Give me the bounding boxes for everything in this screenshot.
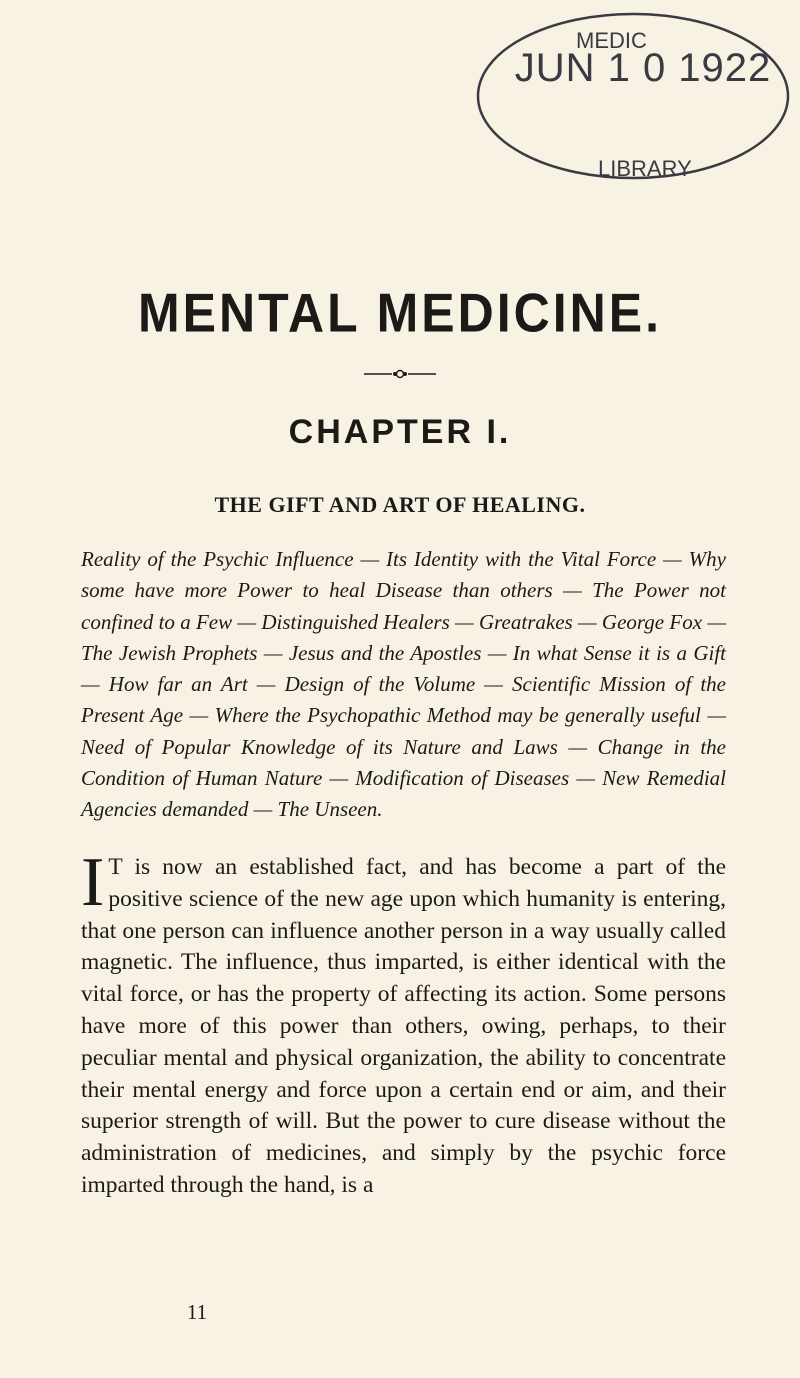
stamp-oval — [468, 6, 798, 196]
chapter-heading: CHAPTER I. — [288, 413, 512, 451]
page-title: MENTAL MEDICINE. — [138, 282, 662, 344]
library-stamp — [468, 6, 798, 196]
body-paragraph — [81, 844, 726, 1202]
chapter-synopsis: Reality of the Psychic Influence — Its Identity with the Vital Force — Why some have more Power to heal Disease than others — The Power not confined to a Few — Distinguished Healers — Greatrakes — George Fox — The Jewish Prophets — Jesus and the Apostles — In what Sense it is a Gift — How far an Art — Design of the Volume — Scientific Mission of the Present Age — Where the Psychopathic Method may be generally useful — Need of Popular Knowledge of its Nature and Laws — Change in the Condition of Human Nature — Modification of Diseases — New Remedial Agencies demanded — The Unseen. — [81, 547, 726, 822]
svg-text:MEDIC: MEDIC — [576, 28, 647, 53]
chapter-subtitle: THE GIFT AND ART OF HEALING. — [214, 492, 586, 517]
drop-cap: I — [81, 844, 105, 921]
svg-text:LIBRARY: LIBRARY — [598, 156, 692, 181]
body-text: T is now an established fact, and has become a part of the positive science of the new age upon which humanity is entering, that one person can influence another person in a way usually called magnetic. The influence, thus imparted, is either identical with the vital force, or has the property of affecting its action. Some persons have more of this power than others, owing, perhaps, to their peculiar mental and physical organization, the ability to concentrate their mental energy and force upon a certain end or aim, and their superior strength of will. But the power to cure disease without the administration of medicines, and simply by the psychic force imparted through the hand, is a — [81, 854, 726, 1198]
page-number: 11 — [186, 1300, 208, 1324]
ornament-rule — [364, 368, 436, 380]
stamp-date: JUN 1 0 1922 — [514, 46, 772, 90]
